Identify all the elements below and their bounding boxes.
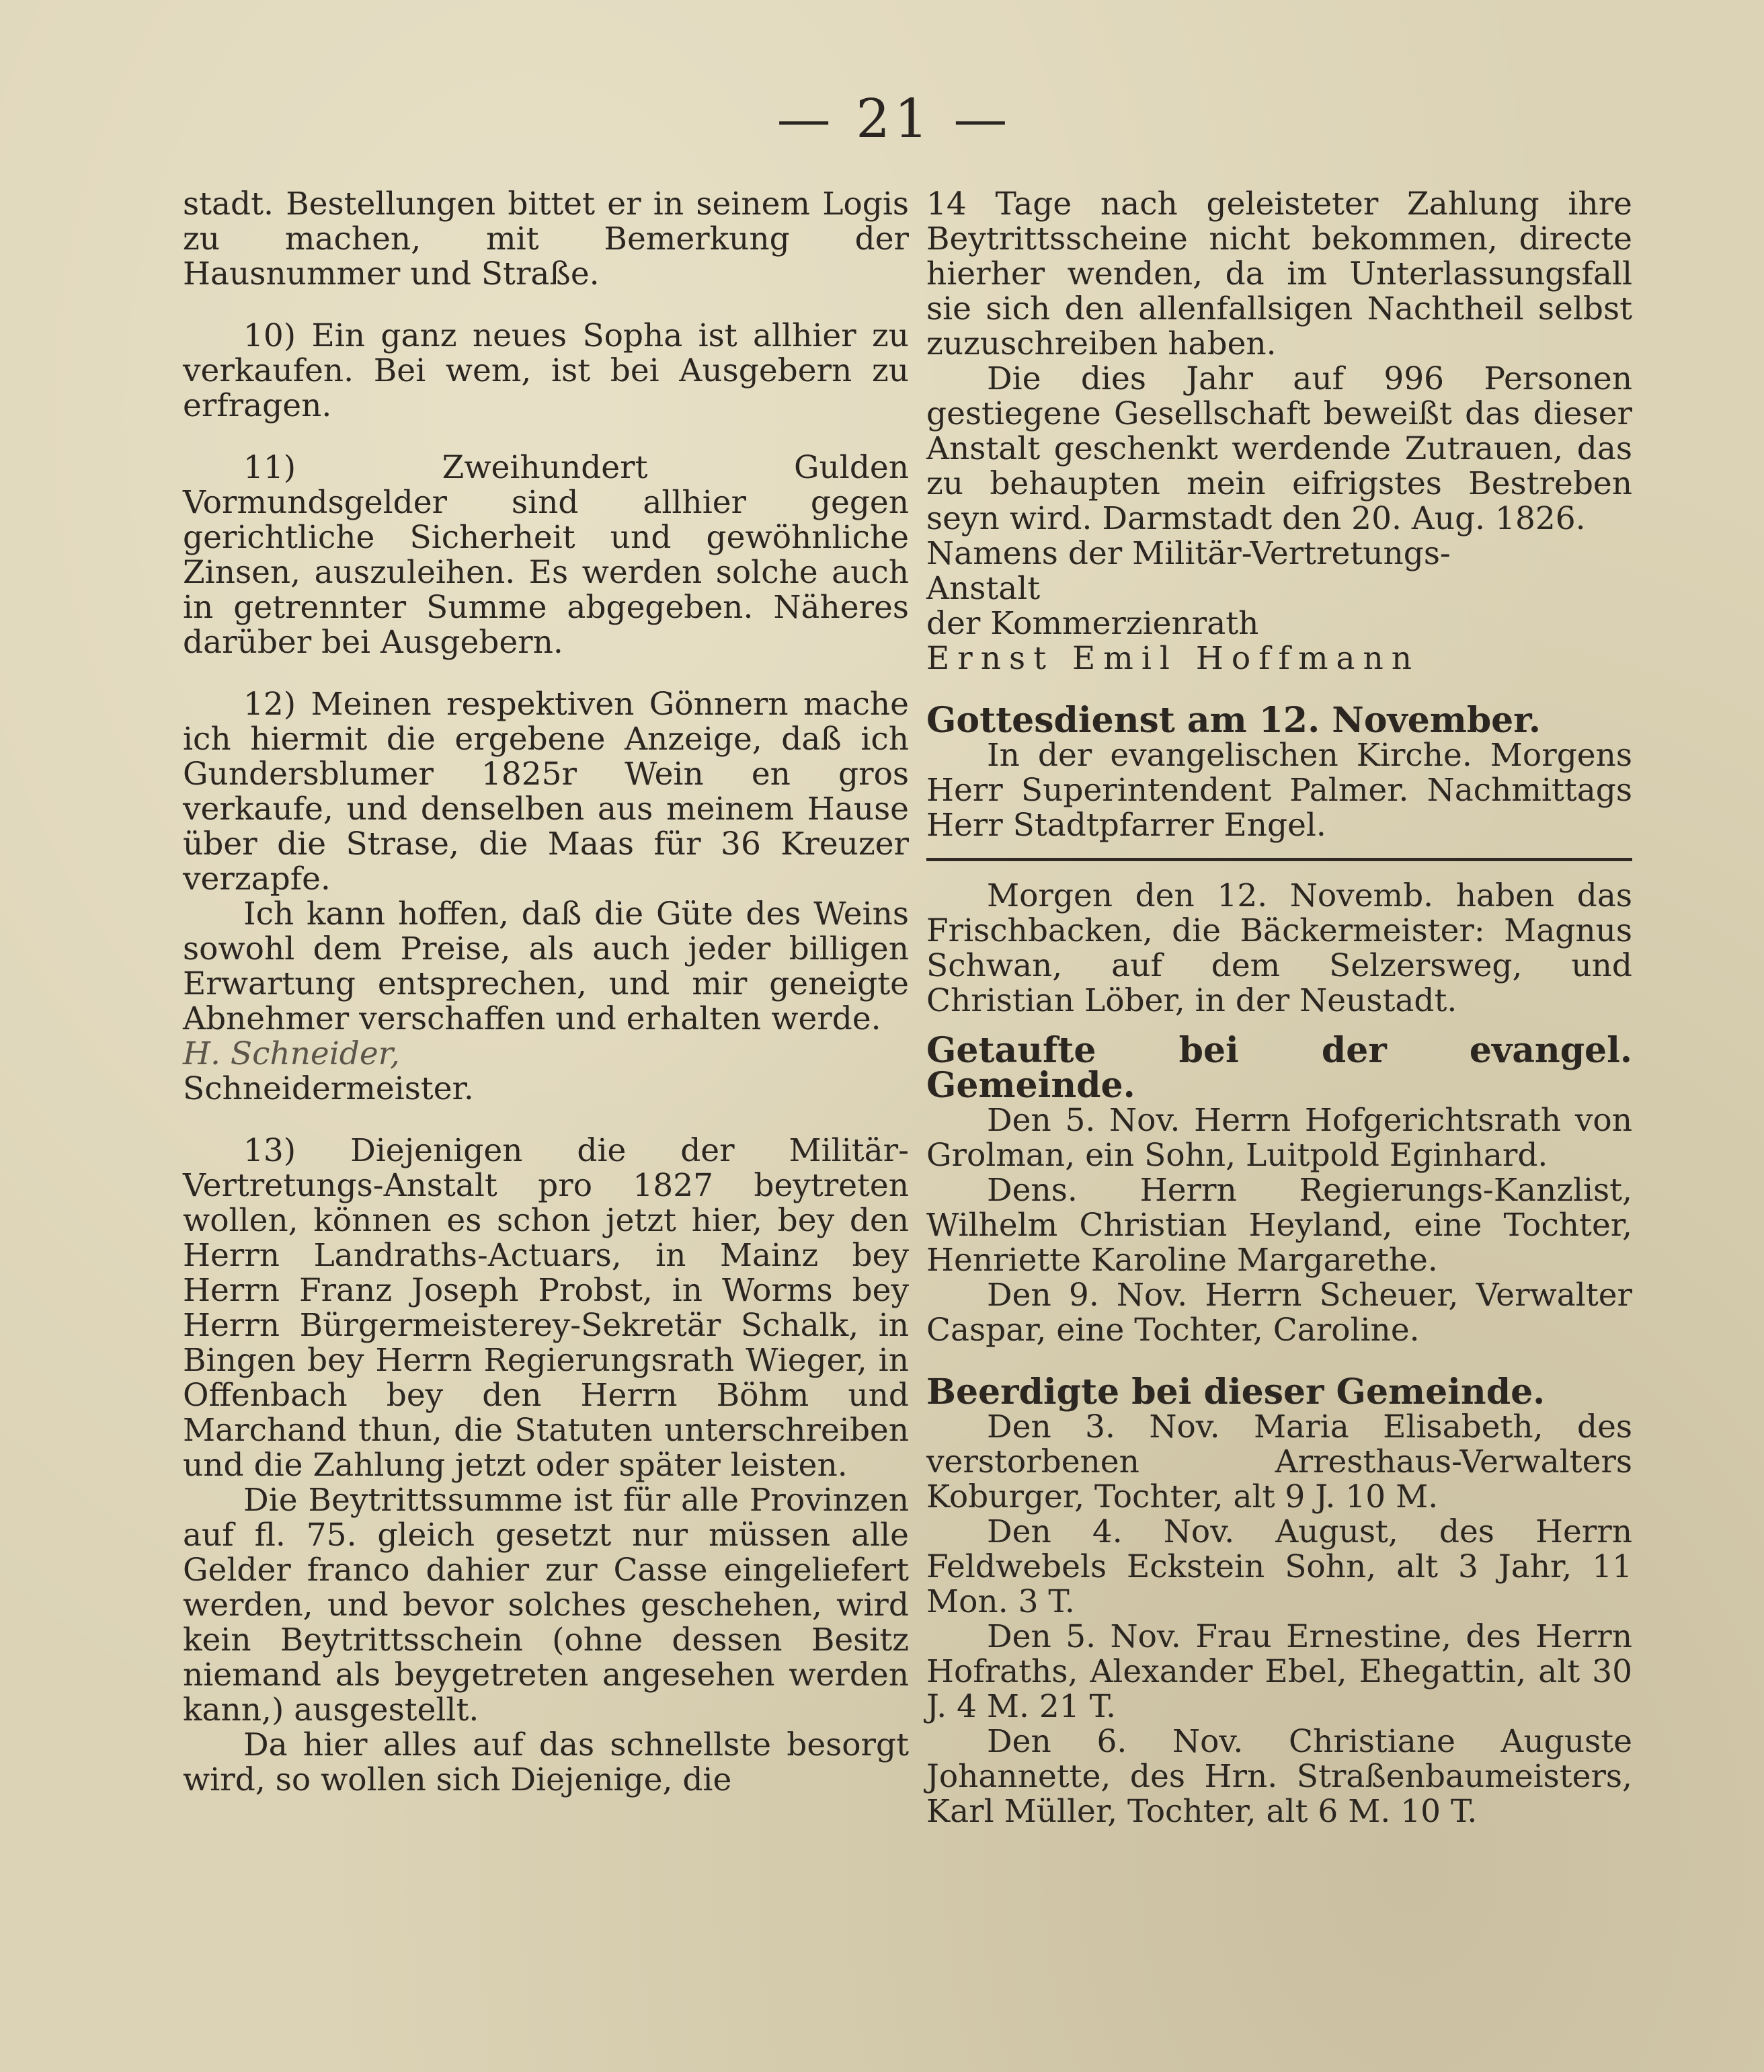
signature-line-2: Anstalt bbox=[926, 570, 1041, 607]
buried-entry-2: Den 4. Nov. August, des Herrn Feldwebels Eckstein Sohn, alt 3 Jahr, 11 Mon. 3 T. bbox=[926, 1513, 1632, 1620]
notice-10-sofa: 10) Ein ganz neues Sopha ist allhier zu verkaufen. Bei wem, ist bei Ausgebern zu erfragen. bbox=[183, 317, 909, 424]
notice-13-instructions: Da hier alles auf das schnellste besorgt wird, so wollen sich Diejenige, die bbox=[183, 1726, 909, 1798]
signature-line-1: Namens der Militär-Vertretungs- bbox=[926, 535, 1451, 572]
baptized-heading: Getaufte bei der evangel. Gemeinde. bbox=[926, 1030, 1632, 1106]
baptized-entry-1: Den 5. Nov. Herrn Hofgerichtsrath von Grolman, ein Sohn, Luitpold Eginhard. bbox=[926, 1102, 1632, 1174]
notice-12-wine: 12) Meinen respektiven Gönnern mache ich hiermit die ergebene Anzeige, daß ich Gundersblumer 1825r Wein en gros verkaufe, und denselben aus meinem Hause über die Strase, die Maas für 36 Kreuzer verzapfe. bbox=[183, 686, 909, 898]
notice-13-society: Die dies Jahr auf 996 Personen gestiegene Gesellschaft beweißt das dieser Anstalt geschenkt werdende Zutrauen, das zu behaupten mein eifrigstes Bestreben seyn wird. Darmstadt den 20. Aug. 1826. bbox=[926, 360, 1632, 537]
notice-11-loan: 11) Zweihundert Gulden Vormundsgelder sind allhier gegen gerichtliche Sicherheit und gewöhnliche Zinsen, auszuleihen. Es werden solche auch in getrennter Summe abgegeben. Näheres darüber bei Ausgebern. bbox=[183, 449, 909, 661]
baptized-entry-3: Den 9. Nov. Herrn Scheuer, Verwalter Caspar, eine Tochter, Caroline. bbox=[926, 1277, 1632, 1349]
notice-12-wine-continued: Ich kann hoffen, daß die Güte des Weins sowohl dem Preise, als auch jeder billigen Erwartung entsprechen, und mir geneigte Abnehmer verschaffen und erhalten werde. bbox=[183, 895, 909, 1037]
buried-entry-1: Den 3. Nov. Maria Elisabeth, des verstorbenen Arresthaus-Verwalters Koburger, Tochter, alt 9 J. 10 M. bbox=[926, 1408, 1632, 1515]
signature-title: Schneidermeister. bbox=[183, 1070, 474, 1107]
signature-name: Ernst Emil Hoffmann bbox=[926, 640, 1420, 677]
buried-heading: Beerdigte bei dieser Gemeinde. bbox=[926, 1371, 1546, 1412]
notice-13-military: 13) Diejenigen die der Militär-Vertretungs-Anstalt pro 1827 beytreten wollen, können es schon jetzt hier, bey den Herrn Landraths-Actuars, in Mainz bey Herrn Franz Joseph Probst, in Worms bey Herrn Bürgermeisterey-Sekretär Schalk, in Bingen bey Herrn Regierungsrath Wieger, in Offenbach bey den Herrn Böhm und Marchand thun, die Statuten unterschreiben und die Zahlung jetzt oder später leisten. bbox=[183, 1132, 909, 1484]
church-service-heading: Gottesdienst am 12. November. bbox=[926, 700, 1541, 741]
buried-entry-3: Den 5. Nov. Frau Ernestine, des Herrn Hofraths, Alexander Ebel, Ehegattin, alt 30 J. 4 M. 21 T. bbox=[926, 1618, 1632, 1725]
paragraph-continuation: stadt. Bestellungen bittet er in seinem Logis zu machen, mit Bemerkung der Hausnummer und Straße. bbox=[183, 186, 909, 292]
buried-entry-4: Den 6. Nov. Christiane Auguste Johannette, des Hrn. Straßenbaumeisters, Karl Müller, Tochter, alt 6 M. 10 T. bbox=[926, 1723, 1632, 1830]
signature-line-3: der Kommerzienrath bbox=[926, 605, 1259, 642]
signature-name-faint: H. Schneider, bbox=[183, 1035, 400, 1072]
notice-13-continued: 14 Tage nach geleisteter Zahlung ihre Beytrittsscheine nicht bekommen, directe hierher wenden, da im Unterlassungsfall sie sich den allenfallsigen Nachtheil selbst zuzuschreiben haben. bbox=[926, 186, 1632, 362]
notice-13-fee: Die Beytrittssumme ist für alle Provinzen auf fl. 75. gleich gesetzt nur müssen alle Gelder franco dahier zur Casse eingeliefert werden, und bevor solches geschehen, wird kein Beytrittsschein (ohne dessen Besitz niemand als beygetreten angesehen werden kann,) ausgestellt. bbox=[183, 1482, 909, 1728]
baptized-entry-2: Dens. Herrn Regierungs-Kanzlist, Wilhelm Christian Heyland, eine Tochter, Henriette Karoline Margarethe. bbox=[926, 1172, 1632, 1279]
church-service-text: In der evangelischen Kirche. Morgens Herr Superintendent Palmer. Nachmittags Herr Stadtpfarrer Engel. bbox=[926, 737, 1632, 844]
right-column bbox=[926, 187, 1632, 1829]
bakers-notice: Morgen den 12. Novemb. haben das Frischbacken, die Bäckermeister: Magnus Schwan, auf dem Selzersweg, und Christian Löber, in der Neustadt. bbox=[926, 877, 1632, 1019]
page-number: — 21 — bbox=[776, 87, 1012, 150]
section-divider bbox=[926, 858, 1632, 861]
left-column bbox=[183, 187, 909, 1798]
